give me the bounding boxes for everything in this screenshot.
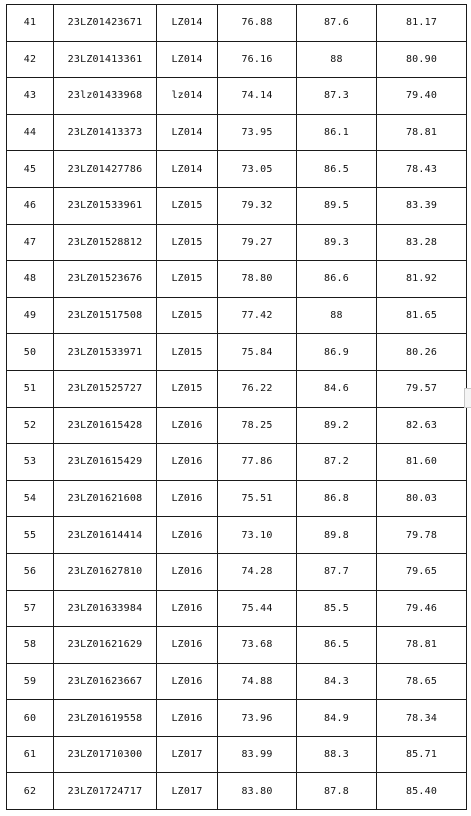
row-number-cell: 61: [7, 736, 54, 773]
class-code-cell: LZ017: [157, 736, 218, 773]
score-a-cell: 75.84: [218, 334, 297, 371]
row-number-cell: 54: [7, 480, 54, 517]
total-score-cell: 85.71: [377, 736, 467, 773]
score-b-cell: 89.5: [297, 187, 377, 224]
total-score-cell: 78.81: [377, 114, 467, 151]
score-a-cell: 75.51: [218, 480, 297, 517]
score-b-cell: 87.6: [297, 5, 377, 42]
class-code-cell: LZ015: [157, 224, 218, 261]
class-code-cell: LZ016: [157, 407, 218, 444]
candidate-id-cell: 23LZ01621629: [54, 627, 157, 664]
row-number-cell: 45: [7, 151, 54, 188]
total-score-cell: 85.40: [377, 773, 467, 810]
score-b-cell: 89.8: [297, 517, 377, 554]
class-code-cell: LZ016: [157, 627, 218, 664]
results-table: [6, 4, 467, 810]
row-number-cell: 59: [7, 663, 54, 700]
score-b-cell: 88.3: [297, 736, 377, 773]
total-score-cell: 81.65: [377, 297, 467, 334]
candidate-id-cell: 23LZ01615429: [54, 444, 157, 481]
score-b-cell: 87.2: [297, 444, 377, 481]
candidate-id-cell: 23LZ01427786: [54, 151, 157, 188]
table-row: [7, 5, 467, 42]
score-a-cell: 73.95: [218, 114, 297, 151]
table-row: [7, 187, 467, 224]
total-score-cell: 79.46: [377, 590, 467, 627]
total-score-cell: 80.26: [377, 334, 467, 371]
class-code-cell: LZ015: [157, 297, 218, 334]
class-code-cell: LZ015: [157, 334, 218, 371]
row-number-cell: 42: [7, 41, 54, 78]
score-a-cell: 76.22: [218, 370, 297, 407]
candidate-id-cell: 23LZ01724717: [54, 773, 157, 810]
candidate-id-cell: 23LZ01533961: [54, 187, 157, 224]
score-a-cell: 79.32: [218, 187, 297, 224]
score-a-cell: 77.42: [218, 297, 297, 334]
class-code-cell: LZ017: [157, 773, 218, 810]
class-code-cell: LZ014: [157, 151, 218, 188]
row-number-cell: 58: [7, 627, 54, 664]
table-row: [7, 700, 467, 737]
row-number-cell: 43: [7, 78, 54, 115]
candidate-id-cell: 23LZ01528812: [54, 224, 157, 261]
scroll-edge-tab[interactable]: [464, 388, 471, 408]
candidate-id-cell: 23LZ01623667: [54, 663, 157, 700]
row-number-cell: 52: [7, 407, 54, 444]
total-score-cell: 78.65: [377, 663, 467, 700]
class-code-cell: LZ016: [157, 553, 218, 590]
candidate-id-cell: 23lz01433968: [54, 78, 157, 115]
total-score-cell: 78.34: [377, 700, 467, 737]
table-row: [7, 297, 467, 334]
candidate-id-cell: 23LZ01517508: [54, 297, 157, 334]
class-code-cell: LZ016: [157, 663, 218, 700]
score-b-cell: 86.5: [297, 627, 377, 664]
table-row: [7, 78, 467, 115]
score-b-cell: 88: [297, 297, 377, 334]
table-row: [7, 370, 467, 407]
score-b-cell: 89.2: [297, 407, 377, 444]
table-row: [7, 663, 467, 700]
score-a-cell: 74.14: [218, 78, 297, 115]
candidate-id-cell: 23LZ01627810: [54, 553, 157, 590]
row-number-cell: 46: [7, 187, 54, 224]
class-code-cell: lz014: [157, 78, 218, 115]
total-score-cell: 78.43: [377, 151, 467, 188]
table-row: [7, 773, 467, 810]
score-b-cell: 86.1: [297, 114, 377, 151]
class-code-cell: LZ016: [157, 700, 218, 737]
table-row: [7, 517, 467, 554]
class-code-cell: LZ016: [157, 590, 218, 627]
candidate-id-cell: 23LZ01423671: [54, 5, 157, 42]
total-score-cell: 81.92: [377, 261, 467, 298]
candidate-id-cell: 23LZ01621608: [54, 480, 157, 517]
total-score-cell: 82.63: [377, 407, 467, 444]
total-score-cell: 81.60: [377, 444, 467, 481]
table-row: [7, 41, 467, 78]
score-b-cell: 84.6: [297, 370, 377, 407]
row-number-cell: 50: [7, 334, 54, 371]
score-b-cell: 88: [297, 41, 377, 78]
candidate-id-cell: 23LZ01413361: [54, 41, 157, 78]
candidate-id-cell: 23LZ01523676: [54, 261, 157, 298]
score-a-cell: 77.86: [218, 444, 297, 481]
score-a-cell: 74.88: [218, 663, 297, 700]
score-b-cell: 87.8: [297, 773, 377, 810]
class-code-cell: LZ016: [157, 480, 218, 517]
table-row: [7, 151, 467, 188]
score-a-cell: 76.16: [218, 41, 297, 78]
score-b-cell: 86.6: [297, 261, 377, 298]
row-number-cell: 48: [7, 261, 54, 298]
class-code-cell: LZ016: [157, 517, 218, 554]
table-row: [7, 736, 467, 773]
score-a-cell: 73.96: [218, 700, 297, 737]
total-score-cell: 83.39: [377, 187, 467, 224]
score-a-cell: 74.28: [218, 553, 297, 590]
score-a-cell: 76.88: [218, 5, 297, 42]
class-code-cell: LZ014: [157, 41, 218, 78]
score-a-cell: 83.80: [218, 773, 297, 810]
score-b-cell: 84.9: [297, 700, 377, 737]
score-a-cell: 73.68: [218, 627, 297, 664]
score-b-cell: 87.3: [297, 78, 377, 115]
class-code-cell: LZ016: [157, 444, 218, 481]
results-table-body: [7, 5, 467, 810]
total-score-cell: 79.57: [377, 370, 467, 407]
score-b-cell: 89.3: [297, 224, 377, 261]
class-code-cell: LZ015: [157, 261, 218, 298]
class-code-cell: LZ015: [157, 187, 218, 224]
row-number-cell: 62: [7, 773, 54, 810]
score-a-cell: 79.27: [218, 224, 297, 261]
candidate-id-cell: 23LZ01710300: [54, 736, 157, 773]
score-b-cell: 86.9: [297, 334, 377, 371]
table-row: [7, 627, 467, 664]
candidate-id-cell: 23LZ01413373: [54, 114, 157, 151]
table-row: [7, 261, 467, 298]
candidate-id-cell: 23LZ01533971: [54, 334, 157, 371]
class-code-cell: LZ014: [157, 114, 218, 151]
row-number-cell: 56: [7, 553, 54, 590]
row-number-cell: 41: [7, 5, 54, 42]
candidate-id-cell: 23LZ01615428: [54, 407, 157, 444]
score-b-cell: 86.8: [297, 480, 377, 517]
table-row: [7, 334, 467, 371]
row-number-cell: 49: [7, 297, 54, 334]
total-score-cell: 83.28: [377, 224, 467, 261]
score-a-cell: 73.05: [218, 151, 297, 188]
score-b-cell: 87.7: [297, 553, 377, 590]
row-number-cell: 57: [7, 590, 54, 627]
total-score-cell: 80.03: [377, 480, 467, 517]
total-score-cell: 79.78: [377, 517, 467, 554]
row-number-cell: 55: [7, 517, 54, 554]
total-score-cell: 80.90: [377, 41, 467, 78]
total-score-cell: 79.65: [377, 553, 467, 590]
score-a-cell: 75.44: [218, 590, 297, 627]
score-b-cell: 85.5: [297, 590, 377, 627]
score-a-cell: 78.80: [218, 261, 297, 298]
table-row: [7, 224, 467, 261]
row-number-cell: 60: [7, 700, 54, 737]
table-row: [7, 553, 467, 590]
total-score-cell: 81.17: [377, 5, 467, 42]
row-number-cell: 47: [7, 224, 54, 261]
row-number-cell: 44: [7, 114, 54, 151]
class-code-cell: LZ014: [157, 5, 218, 42]
candidate-id-cell: 23LZ01633984: [54, 590, 157, 627]
candidate-id-cell: 23LZ01619558: [54, 700, 157, 737]
score-b-cell: 86.5: [297, 151, 377, 188]
table-row: [7, 444, 467, 481]
table-row: [7, 407, 467, 444]
row-number-cell: 53: [7, 444, 54, 481]
total-score-cell: 78.81: [377, 627, 467, 664]
score-a-cell: 83.99: [218, 736, 297, 773]
candidate-id-cell: 23LZ01525727: [54, 370, 157, 407]
table-row: [7, 590, 467, 627]
score-a-cell: 78.25: [218, 407, 297, 444]
score-b-cell: 84.3: [297, 663, 377, 700]
row-number-cell: 51: [7, 370, 54, 407]
total-score-cell: 79.40: [377, 78, 467, 115]
class-code-cell: LZ015: [157, 370, 218, 407]
table-row: [7, 480, 467, 517]
candidate-id-cell: 23LZ01614414: [54, 517, 157, 554]
table-row: [7, 114, 467, 151]
score-a-cell: 73.10: [218, 517, 297, 554]
